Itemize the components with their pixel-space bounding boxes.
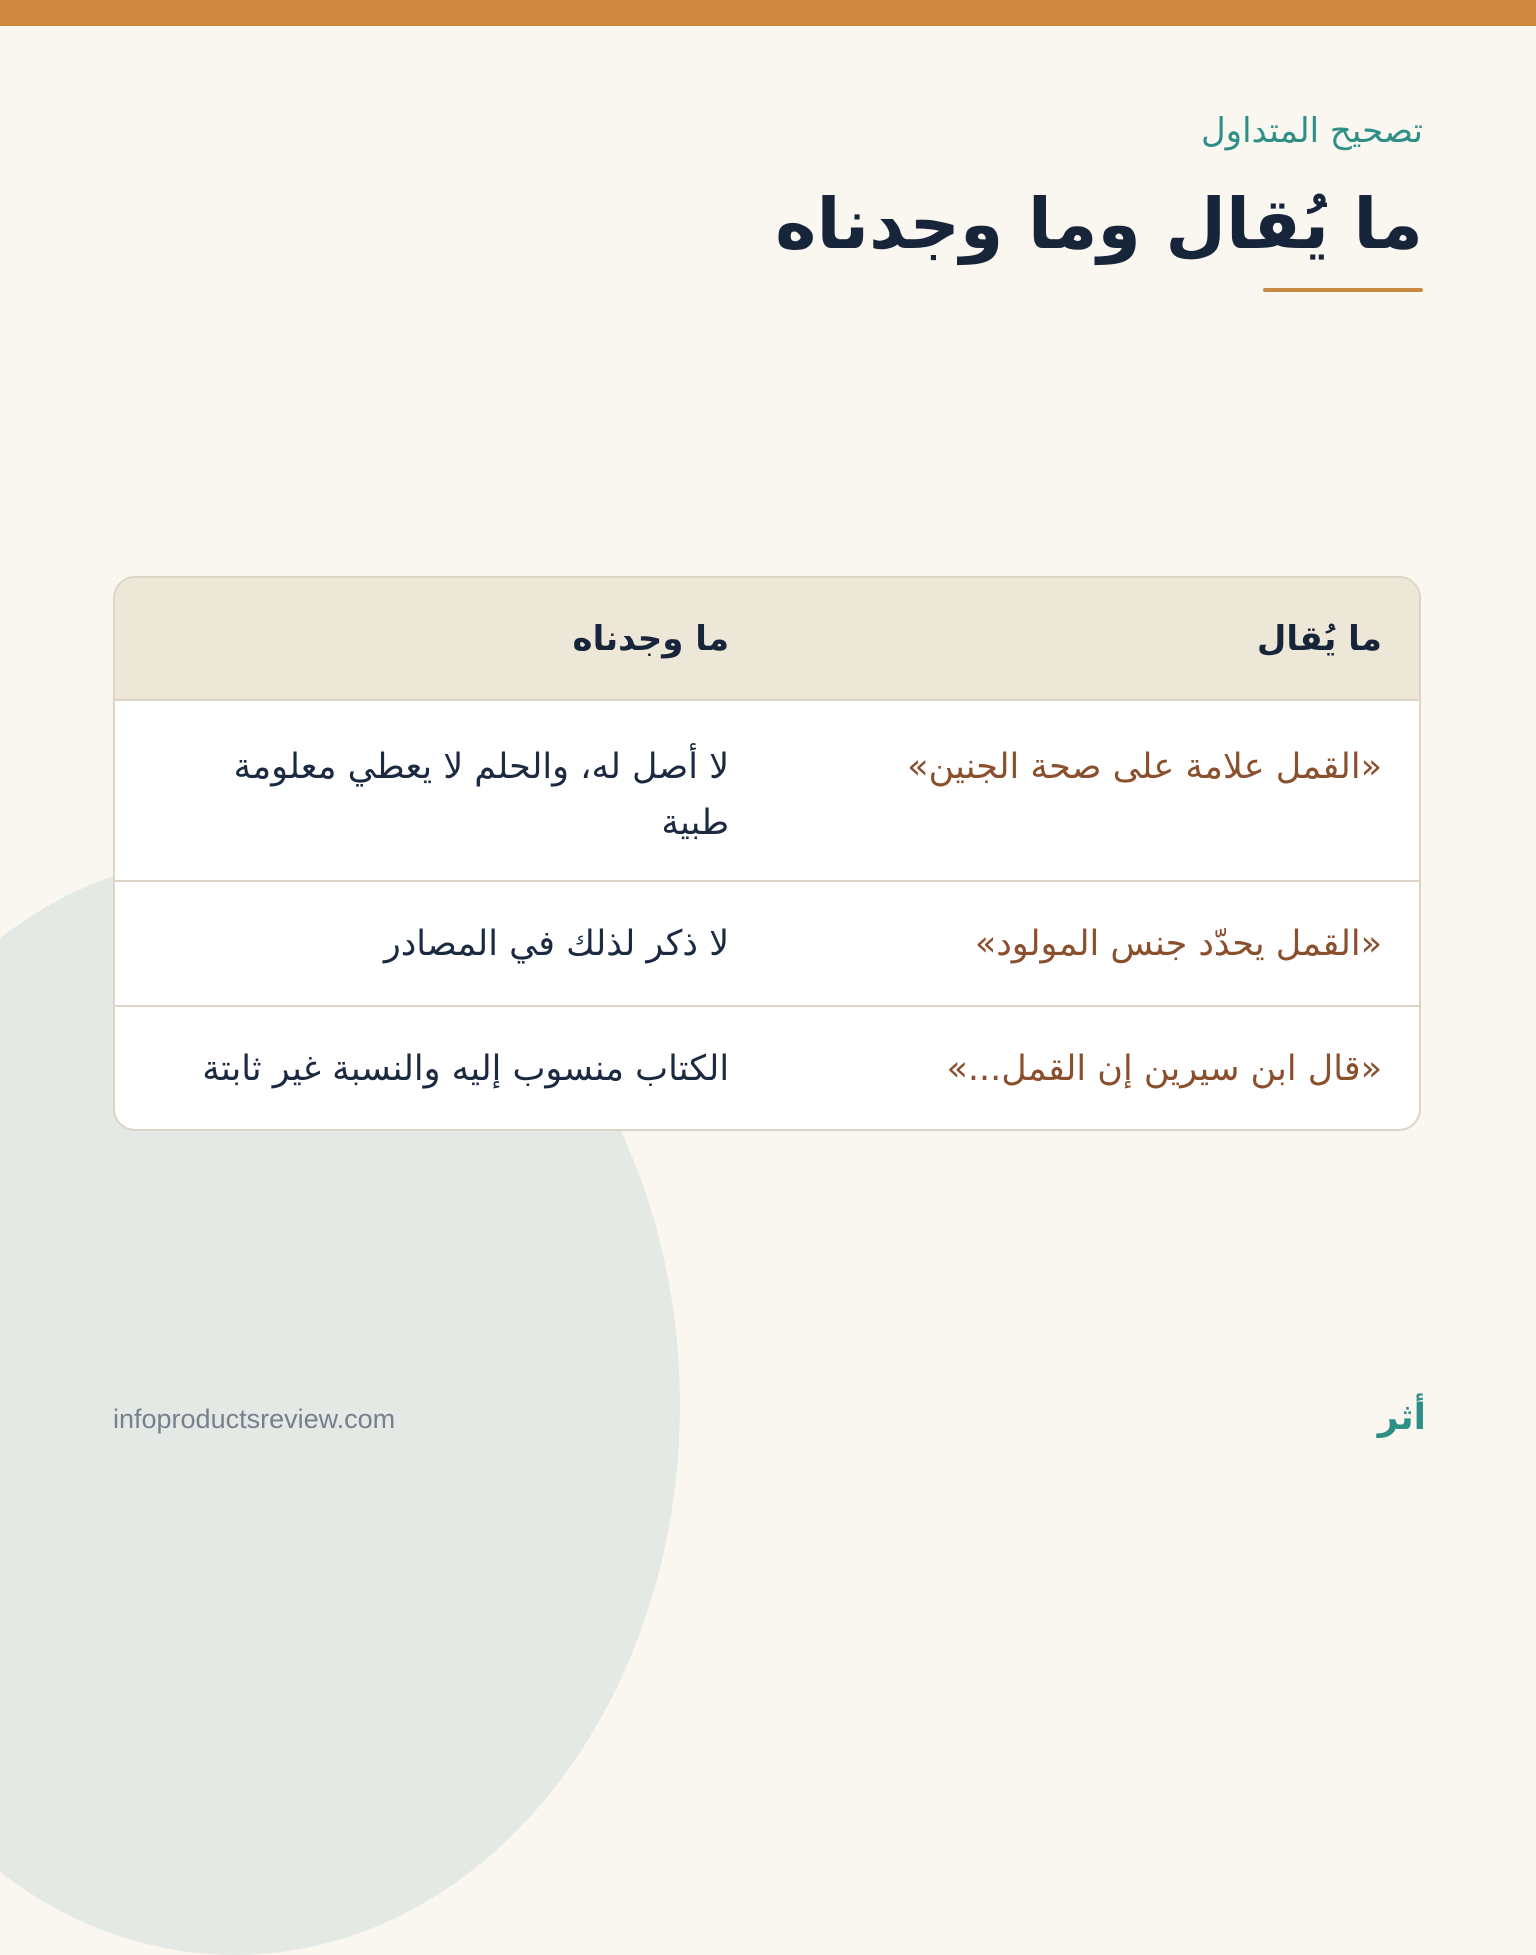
said-cell: «القمل علامة على صحة الجنين» [907,747,1382,787]
said-cell: «قال ابن سيرين إن القمل...» [946,1049,1382,1089]
page-eyebrow: تصحيح المتداول [1200,111,1423,151]
table-row [115,882,1419,1007]
said-column-header: ما يُقال [1256,618,1382,659]
said-cell: «القمل يحدّد جنس المولود» [974,923,1382,964]
found-column-header: ما وجدناه [572,618,730,659]
table-row [115,701,1419,882]
table-header [115,578,1419,701]
found-cell: لا أصل له، والحلم لا يعطي معلومة طبية [233,747,730,843]
found-cell: لا ذكر لذلك في المصادر [383,923,730,964]
found-cell: الكتاب منسوب إليه والنسبة غير ثابتة [202,1049,730,1089]
table-row [115,1007,1419,1131]
top-accent-bar [0,0,1536,26]
website-url: infoproductsreview.com [113,1404,396,1434]
title-underline [1263,288,1423,292]
page-header [523,104,1423,319]
page-title: ما يُقال وما وجدناه [775,183,1423,265]
comparison-table [113,576,1421,1131]
brand-logo: أثر [1377,1397,1426,1438]
